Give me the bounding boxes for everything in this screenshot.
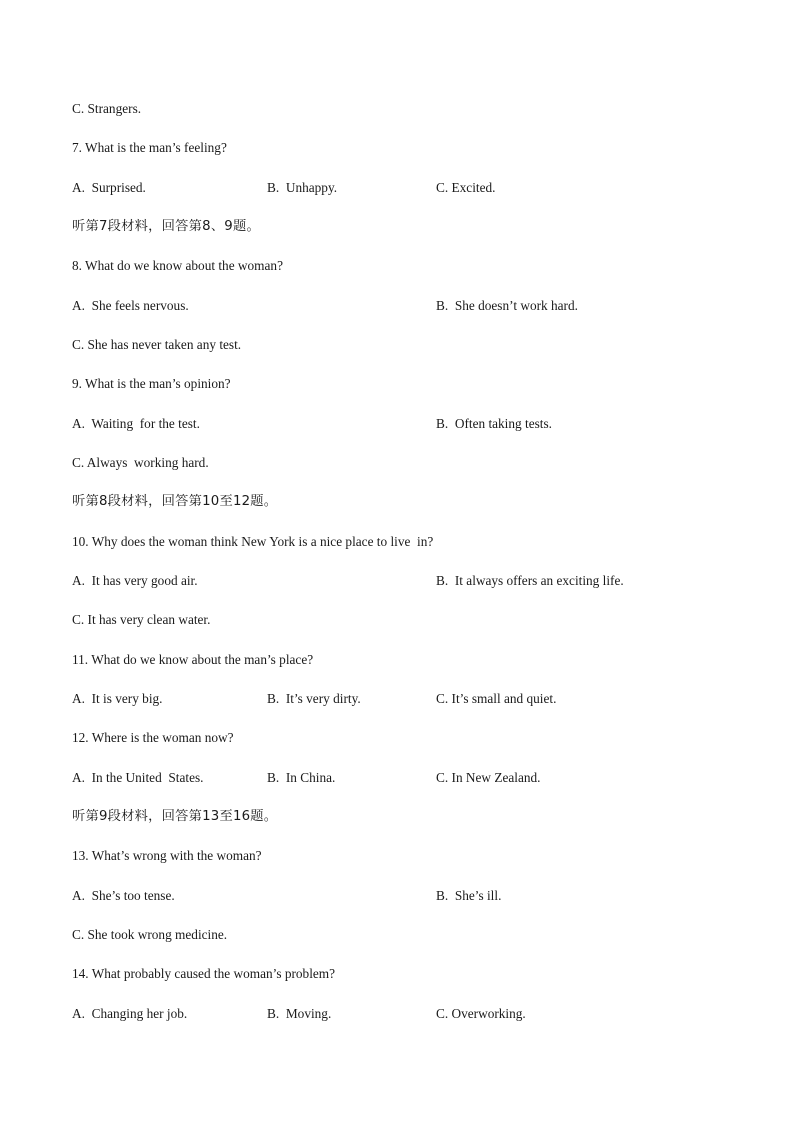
- question-11-option-a: A. It is very big.: [72, 691, 163, 706]
- question-13-option-b: B. She’s ill.: [436, 888, 502, 903]
- question-10-option-b: B. It always offers an exciting life.: [436, 573, 624, 588]
- question-11-option-b: B. It’s very dirty.: [267, 691, 361, 706]
- question-14-option-b: B. Moving.: [267, 1006, 332, 1021]
- question-12-stem: 12. Where is the woman now?: [72, 730, 234, 745]
- section-7-instruction: 听第7段材料，回答第8、9题。: [72, 219, 260, 234]
- question-9-option-a: A. Waiting for the test.: [72, 416, 200, 431]
- question-7-option-a: A. Surprised.: [72, 180, 146, 195]
- question-9-option-c: C. Always working hard.: [72, 455, 209, 470]
- question-10-option-c: C. It has very clean water.: [72, 612, 211, 627]
- question-12-option-a: A. In the United States.: [72, 770, 204, 785]
- question-8-stem: 8. What do we know about the woman?: [72, 258, 283, 273]
- question-8-option-a: A. She feels nervous.: [72, 298, 189, 313]
- question-13-option-a: A. She’s too tense.: [72, 888, 175, 903]
- section-9-instruction: 听第9段材料，回答第13至16题。: [72, 809, 278, 824]
- question-12-option-b: B. In China.: [267, 770, 336, 785]
- question-10-stem: 10. Why does the woman think New York is a nice place to live in?: [72, 534, 434, 549]
- question-9-stem: 9. What is the man’s opinion?: [72, 376, 231, 391]
- question-7-option-b: B. Unhappy.: [267, 180, 338, 195]
- question-12-option-c: C. In New Zealand.: [436, 770, 541, 785]
- question-13-stem: 13. What’s wrong with the woman?: [72, 848, 262, 863]
- section-8-instruction: 听第8段材料，回答第10至12题。: [72, 494, 278, 509]
- question-11-stem: 11. What do we know about the man’s place?: [72, 652, 314, 667]
- question-11-option-c: C. It’s small and quiet.: [436, 691, 557, 706]
- question-7-stem: 7. What is the man’s feeling?: [72, 140, 227, 155]
- question-8-option-c: C. She has never taken any test.: [72, 337, 242, 352]
- question-7-option-c: C. Excited.: [436, 180, 496, 195]
- question-14-stem: 14. What probably caused the woman’s problem?: [72, 966, 336, 981]
- question-14-option-c: C. Overworking.: [436, 1006, 526, 1021]
- question-6-option-c: C. Strangers.: [72, 101, 142, 116]
- question-13-option-c: C. She took wrong medicine.: [72, 927, 228, 942]
- question-14-option-a: A. Changing her job.: [72, 1006, 188, 1021]
- question-9-option-b: B. Often taking tests.: [436, 416, 552, 431]
- question-10-option-a: A. It has very good air.: [72, 573, 198, 588]
- question-8-option-b: B. She doesn’t work hard.: [436, 298, 578, 313]
